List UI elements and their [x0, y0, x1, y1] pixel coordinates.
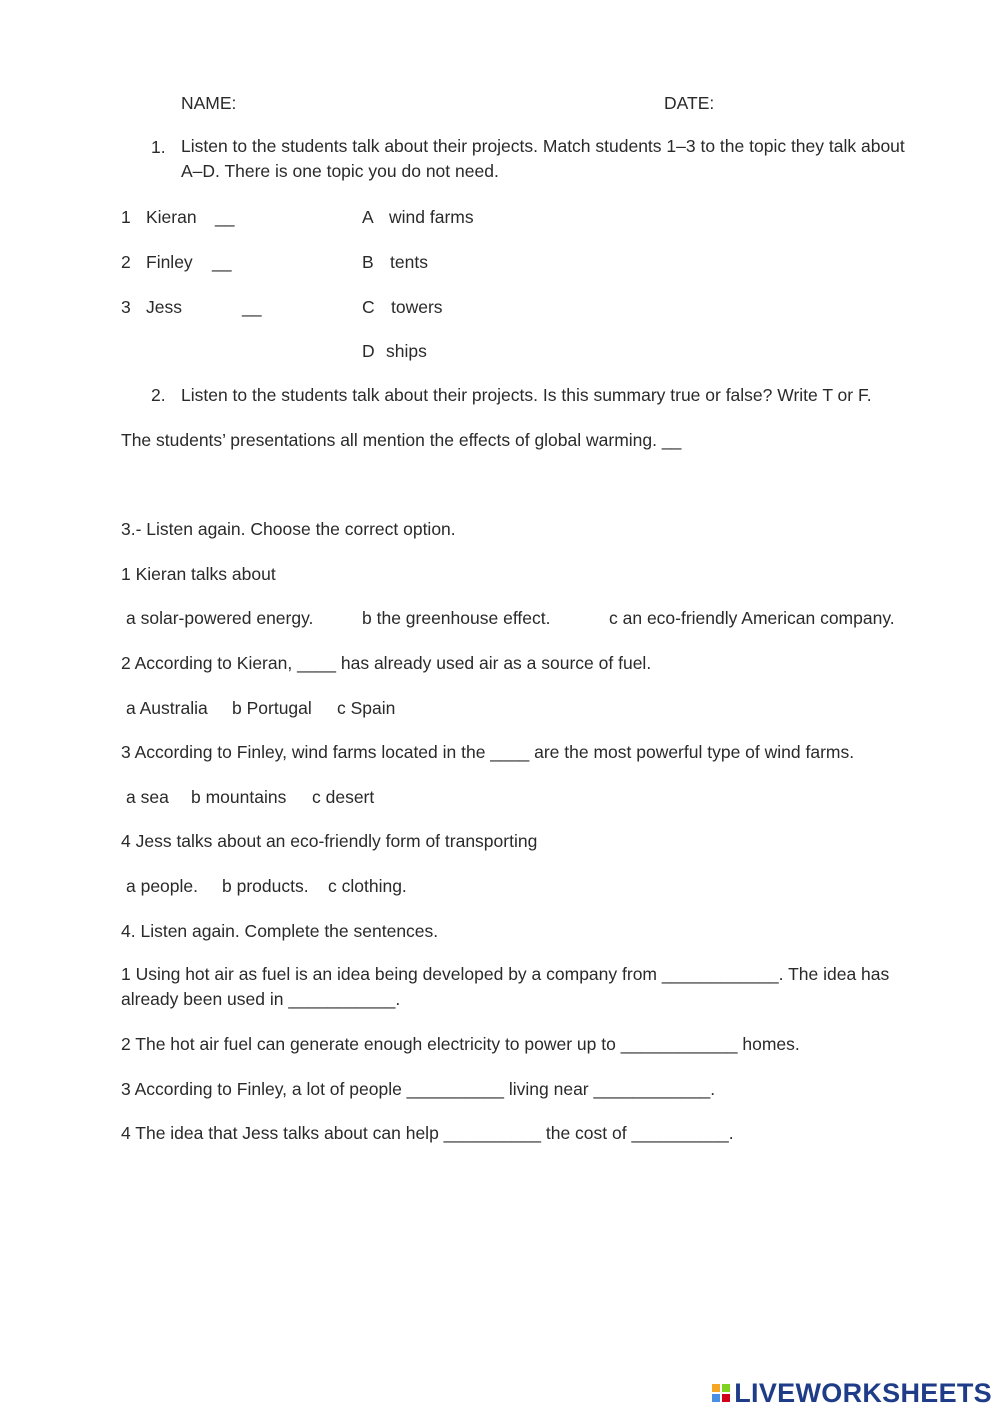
q3-stem: 3 According to Finley, wind farms located in the ____ are the most powerful type of wind farms. [121, 742, 855, 762]
logo-square [712, 1394, 720, 1402]
q4-sentence: 1 Using hot air as fuel is an idea being developed by a company from ____________. The idea has already been used in ___________. [121, 964, 890, 1009]
q3-title: 3.- Listen again. Choose the correct option. [121, 519, 456, 539]
q3-option[interactable]: b mountains [191, 787, 287, 807]
q1-topic-letter: C [362, 297, 375, 317]
logo-square [712, 1384, 720, 1392]
q3-stem: 2 According to Kieran, ____ has already used air as a source of fuel. [121, 653, 652, 673]
q1-topic-letter: D [362, 341, 375, 361]
q4-sentence: 3 According to Finley, a lot of people __________ living near ____________. [121, 1079, 716, 1099]
q3-option[interactable]: a sea [126, 787, 169, 807]
q1-topic-letter: A [362, 207, 374, 227]
q1-student-blank[interactable]: __ [242, 297, 262, 317]
q3-option[interactable]: a solar-powered energy. [126, 608, 314, 628]
q4-sentence: 2 The hot air fuel can generate enough electricity to power up to ____________ homes. [121, 1034, 800, 1054]
q3-option[interactable]: c an eco-friendly American company. [609, 608, 895, 628]
q3-option[interactable]: c Spain [337, 698, 396, 718]
name-label: NAME: [181, 93, 237, 113]
q1-student-blank[interactable]: __ [212, 252, 232, 272]
liveworksheets-logo-icon [712, 1384, 730, 1402]
q1-student-num: 3 [121, 297, 131, 317]
q1-number: 1. [151, 137, 166, 157]
logo-square [722, 1384, 730, 1392]
q4-sentence: 4 The idea that Jess talks about can help __________ the cost of __________. [121, 1123, 734, 1143]
q1-student-name: Jess [146, 297, 182, 317]
q3-option[interactable]: b products. [222, 876, 309, 896]
q1-topic-text: tents [390, 252, 428, 272]
q1-instruction: Listen to the students talk about their projects. Match students 1–3 to the topic they talk about A–D. There is one topic you do not need. [181, 136, 905, 181]
q1-student-name: Finley [146, 252, 193, 272]
q1-student-blank[interactable]: __ [215, 207, 235, 227]
q3-option[interactable]: a people. [126, 876, 199, 896]
q4-title: 4. Listen again. Complete the sentences. [121, 921, 439, 941]
q3-stem: 4 Jess talks about an eco-friendly form of transporting [121, 831, 538, 851]
q3-option[interactable]: b the greenhouse effect. [362, 608, 551, 628]
liveworksheets-logo[interactable] [712, 1379, 992, 1407]
q1-student-num: 1 [121, 207, 131, 227]
q2-instruction: Listen to the students talk about their projects. Is this summary true or false? Write T or F. [181, 385, 872, 405]
q3-option[interactable]: b Portugal [232, 698, 312, 718]
q2-statement: The students’ presentations all mention the effects of global warming. __ [121, 430, 682, 450]
date-label: DATE: [664, 93, 715, 113]
q1-topic-text: towers [391, 297, 443, 317]
logo-square [722, 1394, 730, 1402]
q3-stem: 1 Kieran talks about [121, 564, 276, 584]
q1-topic-text: wind farms [389, 207, 474, 227]
q3-option[interactable]: c clothing. [328, 876, 407, 896]
q3-option[interactable]: c desert [312, 787, 375, 807]
liveworksheets-logo-text: LIVEWORKSHEETS [734, 1378, 992, 1408]
q2-number: 2. [151, 385, 166, 405]
q1-topic-letter: B [362, 252, 374, 272]
q1-topic-text: ships [386, 341, 427, 361]
q1-student-name: Kieran [146, 207, 197, 227]
q3-option[interactable]: a Australia [126, 698, 208, 718]
q1-student-num: 2 [121, 252, 131, 272]
